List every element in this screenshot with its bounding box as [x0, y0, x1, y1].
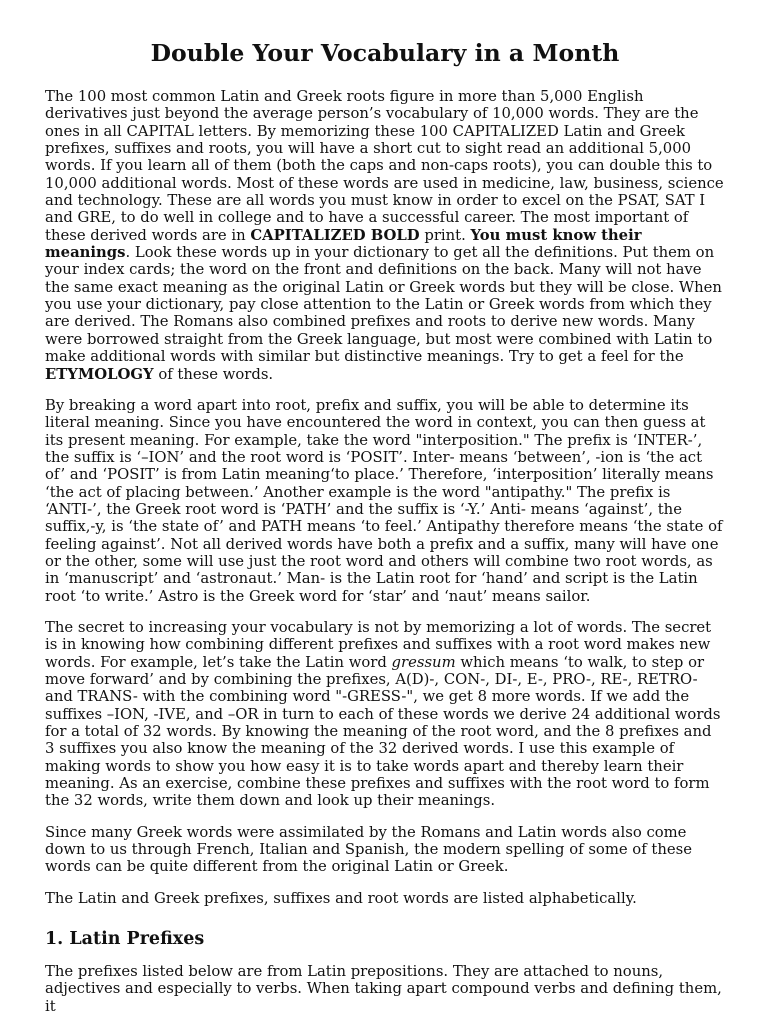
text-run: The 100 most common Latin and Greek roots figure in more than 5,000 English derivatives just beyond the average person’s vocabulary of 10,000 words. They are the ones in all CAPITAL letters. By memorizing these 100 CAPITALIZED Latin and Greek prefixes, suffixes and roots, you will have a short cut to sight read an additional 5,000 words. If you learn all of them (both the caps and non-caps roots), you can double this to 10,000 additional words. Most of these words are used in medicine, law, business, science and technology. These are all words you must know in order to excel on the PSAT, SAT I and GRE, to do well in college and to have a successful career. The most important of these derived words are in [45, 88, 724, 244]
text-run: of these words. [153, 365, 274, 383]
text-run: The secret to increasing your vocabulary is not by memorizing a lot of words. The secret is in knowing how combining different prefixes and suffixes with a root word makes new words. For example, let’s take the Latin word [45, 618, 712, 671]
paragraph [45, 619, 725, 810]
section-heading: 1. Latin Prefixes [45, 929, 205, 950]
paragraph [45, 824, 725, 876]
section-paragraph: The prefixes listed below are from Latin prepositions. They are attached to nouns, adjectives and especially to verbs. When taking apart compound verbs and defining them, it [45, 963, 722, 1015]
paragraph [45, 890, 725, 907]
bold-text: CAPITALIZED BOLD [250, 226, 420, 244]
text-run: print. [419, 226, 471, 244]
paragraph [45, 397, 725, 605]
text-run: . Look these words up in your dictionary to get all the definitions. Put them on your index cards; the word on the front and definitions on the back. Many will not have the same exact meaning as the original Latin or Greek words but they will be close. When you use your dictionary, pay close attention to the Latin or Greek words from which they are derived. The Romans also combined prefixes and roots to derive new words. Many were borrowed straight from the Greek language, but most were combined with Latin to make additional words with similar but distinctive meanings. Try to get a feel for the [45, 244, 722, 366]
paragraph [45, 88, 725, 383]
bold-text: ETYMOLOGY [45, 365, 154, 383]
text-run: By breaking a word apart into root, prefix and suffix, you will be able to determine its literal meaning. Since you have encountered the word in context, you can then guess at its present meaning. For example, take the word "interposition." The prefix is ‘INTER-’, the suffix is ‘–ION’ and the root word is ‘POSIT’. Inter- means ‘between’, -ion is ‘the act of’ and ‘POSIT’ is from Latin meaning‘to place.’ Therefore, ‘interposition’ literally means ‘the act of placing between.’ Another example is the word "antipathy." The prefix is ‘ANTI-’, the Greek root word is ‘PATH’ and the suffix is ‘-Y.’ Anti- means ‘against’, the suffix,-y, is ‘the state of’ and PATH means ‘to feel.’ Antipathy therefore means ‘the state of feeling against’. Not all derived words have both a prefix and a suffix, many will have one or the other, some will use just the root word and others will combine two root words, as in ‘manuscript’ and ‘astronaut.’ Man- is the Latin root for ‘hand’ and script is the Latin root ‘to write.’ Astro is the Greek word for ‘star’ and ‘naut’ means sailor. [45, 396, 723, 605]
bold-text: You must know their meanings [45, 226, 642, 262]
italic-text: gressum [391, 653, 456, 671]
document-title: Double Your Vocabulary in a Month [150, 39, 620, 67]
text-run: The Latin and Greek prefixes, suffixes and root words are listed alphabetically. [45, 889, 637, 907]
text-run: which means ‘to walk, to step or move forward’ and by combining the prefixes, A(D)-, CON-, DI-, E-, PRO-, RE-, RETRO- and TRANS- with the combining word "-GRESS-", we get 8 more words. If we add the suffixes –ION, -IVE, and –OR in turn to each of these words we derive 24 additional words for a total of 32 words. By knowing the meaning of the root word, and the 8 prefixes and 3 suffixes you also know the meaning of the 32 derived words. I use this example of making words to show you how easy it is to take words apart and thereby learn their meaning. As an exercise, combine these prefixes and suffixes with the root word to form the 32 words, write them down and look up their meanings. [45, 653, 721, 810]
text-run: Since many Greek words were assimilated by the Romans and Latin words also come down to us through French, Italian and Spanish, the modern spelling of some of these words can be quite different from the original Latin or Greek. [45, 823, 692, 876]
